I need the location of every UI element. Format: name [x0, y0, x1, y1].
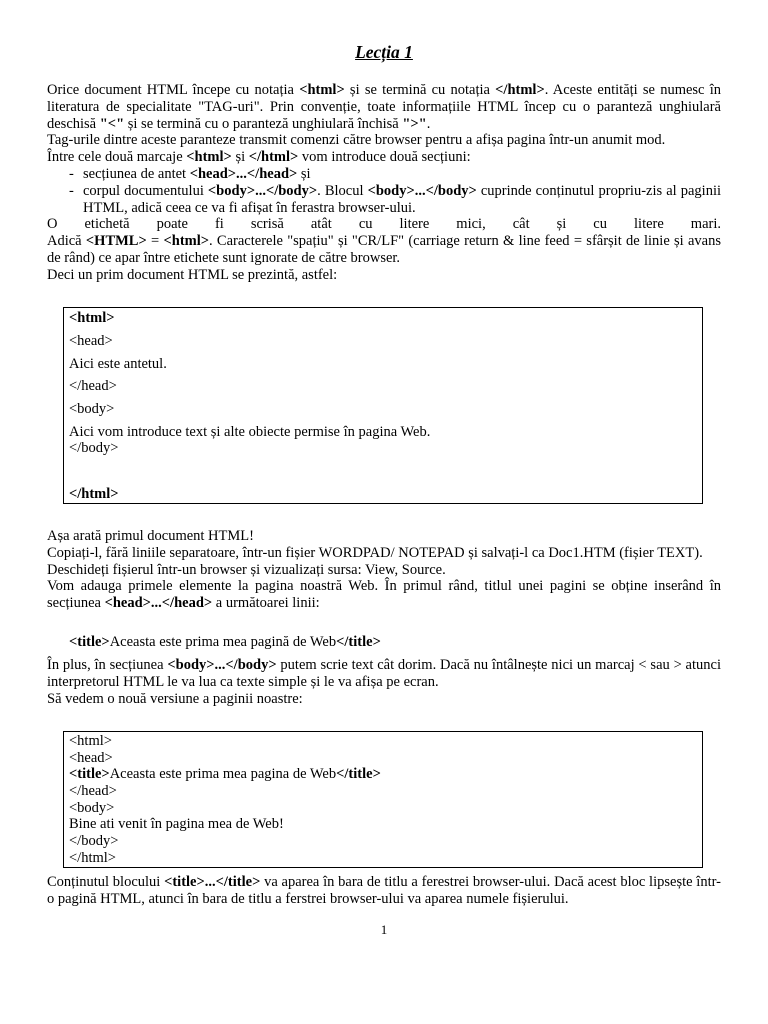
code-line: <head> [69, 750, 113, 766]
case-line-1: O etichetă poate fi scrisă atât cu litere mici, cât și cu litere mari. [47, 216, 721, 233]
code-line: Aici este antetul. [69, 356, 167, 372]
code-line: </body> [69, 833, 119, 849]
code-line: <html> [69, 310, 115, 326]
after-line-4: Vom adauga primele elemente la pagina noastră Web. În primul rând, titlul unei pagini se obține inserând în secțiunea <head>...</head> a următoarei linii: [47, 578, 721, 612]
after-line-3: Deschideți fișierul într-un browser și vizualizați sursa: View, Source. [47, 561, 446, 578]
case-line-2: Adică <HTML> = <html>. Caracterele "spațiu" și "CR/LF" (carriage return & line feed = sfârșit de linie și avans de rând) ce apar între etichete sunt ignorate de către browser. [47, 233, 721, 266]
list-item: - secțiunea de antet <head>...</head> și [69, 165, 311, 182]
page-number: 1 [380, 922, 388, 937]
code-line: <body> [69, 401, 115, 417]
list-item: - corpul documentului <body>...</body>. Blocul <body>...</body> cuprinde conținutul propriu-zis al paginii HTML, adică ceea ce va fi afișat în ferastra browser-ului. [69, 182, 721, 216]
tag-line: Tag-urile dintre aceste paranteze transmit comenzi către browser pentru a afișa pagina într-un anumit mod. [47, 132, 666, 149]
case-line-3: Deci un prim document HTML se prezintă, astfel: [47, 266, 338, 283]
sections-intro: Între cele două marcaje <html> și </html> vom introduce două secțiuni: [47, 149, 471, 166]
after-line-1: Așa arată primul document HTML! [47, 528, 254, 544]
code-line: </head> [69, 378, 117, 394]
code-line: </head> [69, 783, 117, 799]
body-paragraph [47, 657, 721, 707]
page-title: Lecția 1 [355, 42, 413, 62]
body-text: În plus, în secțiunea <body>...</body> putem scrie text cât dorim. Dacă nu întâlnește nici un marcaj < sau > atunci interpretorul HTML le va lua ca texte simple și le va afișa pe ecran. [47, 657, 721, 690]
code-line: </body> [69, 440, 119, 456]
code-line: Aici vom introduce text și alte obiecte permise în pagina Web. [69, 424, 431, 440]
body-text-2: Să vedem o nouă versiune a paginii noastre: [47, 690, 303, 707]
code-line: <head> [69, 333, 113, 349]
code-line: <body> [69, 800, 115, 816]
code-line: <html> [69, 733, 112, 749]
code-example-1 [63, 307, 703, 504]
title-tag-example: <title>Aceasta este prima mea pagină de Web</title> [69, 634, 381, 650]
code-line: Bine ati venit în pagina mea de Web! [69, 816, 284, 832]
code-line: <title>Aceasta este prima mea pagina de Web</title> [69, 766, 381, 782]
closing-paragraph [47, 874, 721, 908]
instructions-paragraph [47, 528, 721, 612]
code-line: </html> [69, 850, 116, 866]
sections-list [47, 166, 721, 216]
after-line-2: Copiați-l, fără liniile separatoare, într-un fișier WORDPAD/ NOTEPAD și salvați-l ca Doc1.HTM (fișier TEXT). [47, 544, 703, 561]
code-line: </html> [69, 486, 119, 502]
intro-paragraph [47, 82, 721, 284]
intro-text: Orice document HTML începe cu notația <html> și se termină cu notația </html>. Aceste entități se numesc în literatura de specialitate "TAG-uri". Prin convenție, toate informațiile HTML încep cu o paranteză unghiulară deschisă "<" și se termină cu o paranteză unghiulară închisă ">". [47, 82, 721, 132]
code-example-2 [63, 731, 703, 868]
closing-text: Conținutul blocului <title>...</title> va aparea în bara de titlu a ferestrei browser-ului. Dacă acest bloc lipsește într-o pagină HTML, atunci în bara de titlu a ferstrei browser-ului va aparea numele fișierului. [47, 874, 721, 907]
